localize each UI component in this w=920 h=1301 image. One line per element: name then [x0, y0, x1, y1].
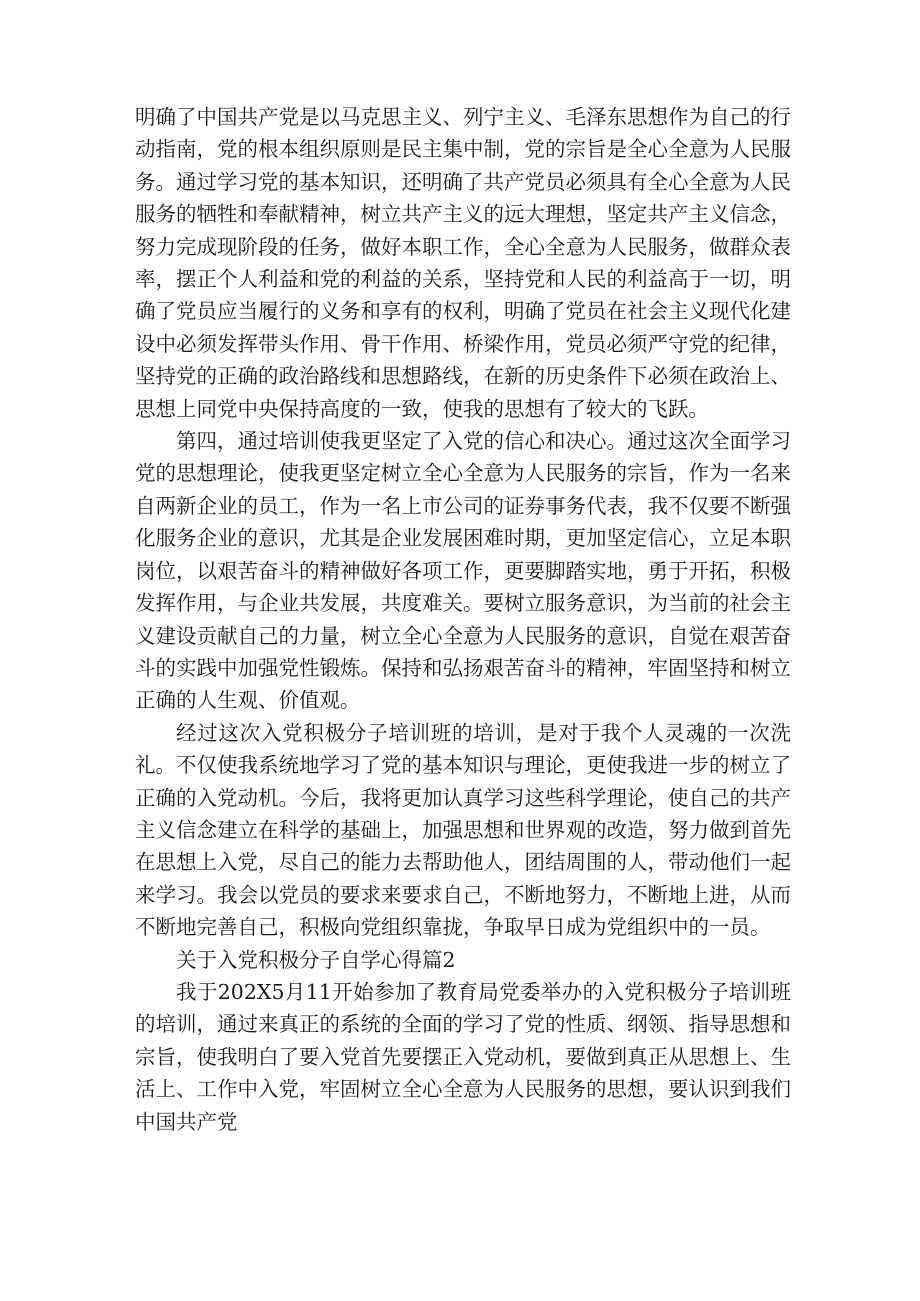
paragraph-conclusion: 经过这次入党积极分子培训班的培训，是对于我个人灵魂的一次洗礼。不仅使我系统地学习了党的基本知识与理论，更使我进一步的树立了正确的入党动机。今后，我将更加认真学习这些科学理论，使自己的共产主义信念建立在科学的基础上，加强思想和世界观的改造，努力做到首先在思想上入党，尽自己的能力去帮助他人，团结周围的人，带动他们一起来学习。我会以党员的要求来要求自己，不断地努力，不断地上进，从而不断地完善自己，积极向党组织靠拢，争取早日成为党组织中的一员。	[135, 720, 791, 940]
paragraph-fourth-point: 第四，通过培训使我更坚定了入党的信心和决心。通过这次全面学习党的思想理论，使我更坚定树立全心全意为人民服务的宗旨，作为一名来自两新企业的员工，作为一名上市公司的证券事务代表，我不仅要不断强化服务企业的意识，尤其是企业发展困难时期，更加坚定信心，立足本职岗位，以艰苦奋斗的精神做好各项工作，更要脚踏实地，勇于开拓，积极发挥作用，与企业共发展，共度难关。要树立服务意识，为当前的社会主义建设贡献自己的力量，树立全心全意为人民服务的意识，自觉在艰苦奋斗的实践中加强党性锻炼。保持和弘扬艰苦奋斗的精神，牢固坚持和树立正确的人生观、价值观。	[135, 429, 791, 713]
document-body	[135, 101, 791, 1138]
paragraph-section-two-intro: 我于202X5月11开始参加了教育局党委举办的入党积极分子培训班的培训，通过来真正的系统的全面的学习了党的性质、纲领、指导思想和宗旨，使我明白了要入党首先要摆正入党动机，要做到真正从思想上、生活上、工作中入党，牢固树立全心全意为人民服务的思想，要认识到我们中国共产党	[135, 979, 791, 1134]
section-heading: 关于入党积极分子自学心得篇2	[176, 947, 456, 972]
paragraph-continuation: 明确了中国共产党是以马克思主义、列宁主义、毛泽东思想作为自己的行动指南，党的根本组织原则是民主集中制，党的宗旨是全心全意为人民服务。通过学习党的基本知识，还明确了共产党员必须具有全心全意为人民服务的牺牲和奉献精神，树立共产主义的远大理想，坚定共产主义信念，努力完成现阶段的任务，做好本职工作，全心全意为人民服务，做群众表率，摆正个人利益和党的利益的关系，坚持党和人民的利益高于一切，明确了党员应当履行的义务和享有的权利，明确了党员在社会主义现代化建设中必须发挥带头作用、骨干作用、桥梁作用，党员必须严守党的纪律，坚持党的正确的政治路线和思想路线，在新的历史条件下必须在政治上、思想上同党中央保持高度的一致，使我的思想有了较大的飞跃。	[135, 105, 791, 421]
